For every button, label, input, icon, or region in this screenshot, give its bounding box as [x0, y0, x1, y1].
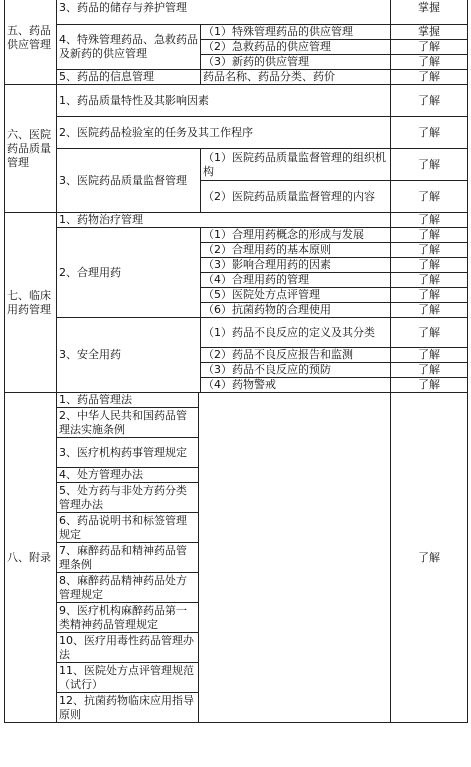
table-row — [5, 25, 468, 40]
syllabus-table-body — [5, 0, 468, 723]
syllabus-table — [4, 0, 468, 723]
item-cell — [57, 213, 391, 228]
detail-cell — [201, 55, 391, 70]
detail-cell — [201, 181, 391, 213]
level-cell — [391, 318, 468, 348]
level-text: 了解 — [418, 213, 441, 226]
section-name: 八、附录 — [7, 550, 51, 564]
level-cell — [391, 393, 468, 723]
level-text: 了解 — [418, 55, 441, 68]
level-cell — [391, 181, 468, 213]
level-cell — [391, 243, 468, 258]
level-text: 了解 — [418, 273, 441, 286]
level-text: 了解 — [418, 125, 441, 139]
detail-text: （2）急救药品的供应管理 — [203, 40, 331, 53]
item-cell — [57, 393, 199, 408]
item-text: 2、医院药品检验室的任务及其工作程序 — [59, 125, 253, 139]
item-cell — [57, 633, 199, 663]
detail-text: （1）药品不良反应的定义及其分类 — [203, 325, 375, 339]
item-cell — [57, 228, 201, 318]
item-cell — [57, 149, 201, 213]
level-text: 了解 — [418, 189, 441, 203]
level-cell — [391, 258, 468, 273]
item-text: 3、医疗机构药事管理规定 — [59, 445, 187, 459]
item-text: 9、医疗机构麻醉药品第一类精神药品管理规定 — [59, 603, 187, 631]
detail-text: （5）医院处方点评管理 — [203, 288, 320, 301]
level-cell — [391, 70, 468, 85]
detail-cell — [201, 25, 391, 40]
detail-cell — [201, 363, 391, 378]
item-cell — [57, 603, 199, 633]
item-cell — [57, 318, 201, 393]
level-text: 了解 — [418, 93, 441, 107]
item-cell — [57, 543, 199, 573]
level-cell — [391, 149, 468, 181]
table-row — [5, 393, 468, 408]
item-text: 5、处方药与非处方药分类管理办法 — [59, 483, 187, 511]
item-text: 6、药品说明书和标签管理规定 — [59, 513, 187, 541]
detail-cell — [201, 149, 391, 181]
section-cell — [5, 85, 57, 213]
item-cell — [57, 483, 199, 513]
detail-text: （1）特殊管理药品的供应管理 — [203, 25, 353, 38]
level-cell — [391, 25, 468, 40]
level-cell — [391, 273, 468, 288]
item-text: 3、医院药品质量监督管理 — [59, 173, 187, 187]
item-cell — [57, 85, 391, 117]
level-text: 了解 — [418, 157, 441, 171]
level-cell — [391, 117, 468, 149]
level-text: 了解 — [418, 303, 441, 316]
item-cell — [57, 693, 199, 723]
detail-cell — [201, 258, 391, 273]
level-cell — [391, 303, 468, 318]
level-cell — [391, 0, 468, 25]
section-name: 五、药品供应管理 — [7, 23, 51, 51]
item-cell — [57, 573, 199, 603]
section-name: 六、医院药品质量管理 — [7, 127, 51, 169]
level-cell — [391, 40, 468, 55]
detail-cell — [201, 228, 391, 243]
table-row — [5, 149, 468, 181]
item-text: 7、麻醉药品和精神药品管理条例 — [59, 543, 187, 571]
level-text: 了解 — [418, 70, 441, 83]
item-text: 4、特殊管理药品、急救药品及新药的供应管理 — [59, 33, 198, 60]
level-text: 了解 — [418, 288, 441, 301]
item-text: 1、药物治疗管理 — [59, 213, 143, 226]
detail-cell — [201, 303, 391, 318]
detail-text: （3）药品不良反应的预防 — [203, 363, 331, 376]
table-row — [5, 85, 468, 117]
detail-cell — [201, 243, 391, 258]
item-cell — [57, 70, 201, 85]
detail-text: （2）医院药品质量监督管理的内容 — [203, 189, 375, 203]
level-text: 了解 — [418, 228, 441, 241]
detail-text: （3）新药的供应管理 — [203, 55, 309, 68]
detail-text: （2）合理用药的基本原则 — [203, 243, 331, 256]
level-text: 掌握 — [418, 25, 441, 38]
level-cell — [391, 378, 468, 393]
item-text: 4、处方管理办法 — [59, 468, 143, 481]
table-row — [5, 318, 468, 348]
section-cell — [5, 213, 57, 393]
level-cell — [391, 228, 468, 243]
level-cell — [391, 55, 468, 70]
item-cell — [57, 117, 391, 149]
detail-text: （4）药物警戒 — [203, 378, 276, 391]
detail-cell — [201, 318, 391, 348]
item-text: 5、药品的信息管理 — [59, 70, 154, 83]
level-text: 了解 — [418, 243, 441, 256]
item-cell — [57, 468, 199, 483]
detail-text: （1）合理用药概念的形成与发展 — [203, 228, 364, 241]
level-cell — [391, 288, 468, 303]
level-text: 了解 — [418, 348, 441, 361]
level-text: 了解 — [418, 378, 441, 391]
level-text: 了解 — [418, 258, 441, 271]
level-text: 了解 — [418, 325, 441, 339]
table-row — [5, 70, 468, 85]
item-text: 2、中华人民共和国药品管理法实施条例 — [59, 408, 187, 436]
detail-text: （3）影响合理用药的因素 — [203, 258, 331, 271]
level-cell — [391, 363, 468, 378]
item-cell — [57, 513, 199, 543]
table-row — [5, 117, 468, 149]
item-text: 12、抗菌药物临床应用指导原则 — [59, 693, 194, 721]
detail-cell — [201, 348, 391, 363]
level-text: 掌握 — [418, 0, 441, 14]
detail-cell — [199, 393, 391, 723]
level-text: 了解 — [418, 550, 441, 564]
item-text: 8、麻醉药品精神药品处方管理规定 — [59, 573, 187, 601]
item-cell — [57, 25, 201, 70]
detail-text: （6）抗菌药物的合理使用 — [203, 303, 331, 316]
detail-cell — [201, 40, 391, 55]
item-text: 10、医疗用毒性药品管理办法 — [59, 633, 194, 661]
section-name: 七、临床用药管理 — [7, 288, 51, 316]
detail-text: （2）药品不良反应报告和监测 — [203, 348, 353, 361]
item-cell — [57, 0, 391, 25]
level-cell — [391, 348, 468, 363]
table-row — [5, 0, 468, 25]
detail-text: （1）医院药品质量监督管理的组织机构 — [203, 150, 386, 178]
detail-text: 药品名称、药品分类、药价 — [203, 70, 335, 83]
detail-cell — [201, 273, 391, 288]
level-text: 了解 — [418, 40, 441, 53]
table-row — [5, 228, 468, 243]
section-cell — [5, 0, 57, 85]
table-row — [5, 213, 468, 228]
item-text: 11、医院处方点评管理规范（试行） — [59, 663, 194, 691]
item-text: 3、安全用药 — [59, 348, 121, 361]
detail-cell — [201, 288, 391, 303]
section-cell — [5, 393, 57, 723]
item-text: 3、药品的储存与养护管理 — [59, 0, 187, 14]
level-cell — [391, 85, 468, 117]
item-text: 1、药品质量特性及其影响因素 — [59, 93, 209, 107]
item-text: 2、合理用药 — [59, 265, 121, 279]
level-text: 了解 — [418, 363, 441, 376]
detail-cell — [201, 70, 391, 85]
item-cell — [57, 438, 199, 468]
item-cell — [57, 663, 199, 693]
detail-text: （4）合理用药的管理 — [203, 273, 309, 286]
item-text: 1、药品管理法 — [59, 393, 132, 406]
item-cell — [57, 408, 199, 438]
level-cell — [391, 213, 468, 228]
detail-cell — [201, 378, 391, 393]
